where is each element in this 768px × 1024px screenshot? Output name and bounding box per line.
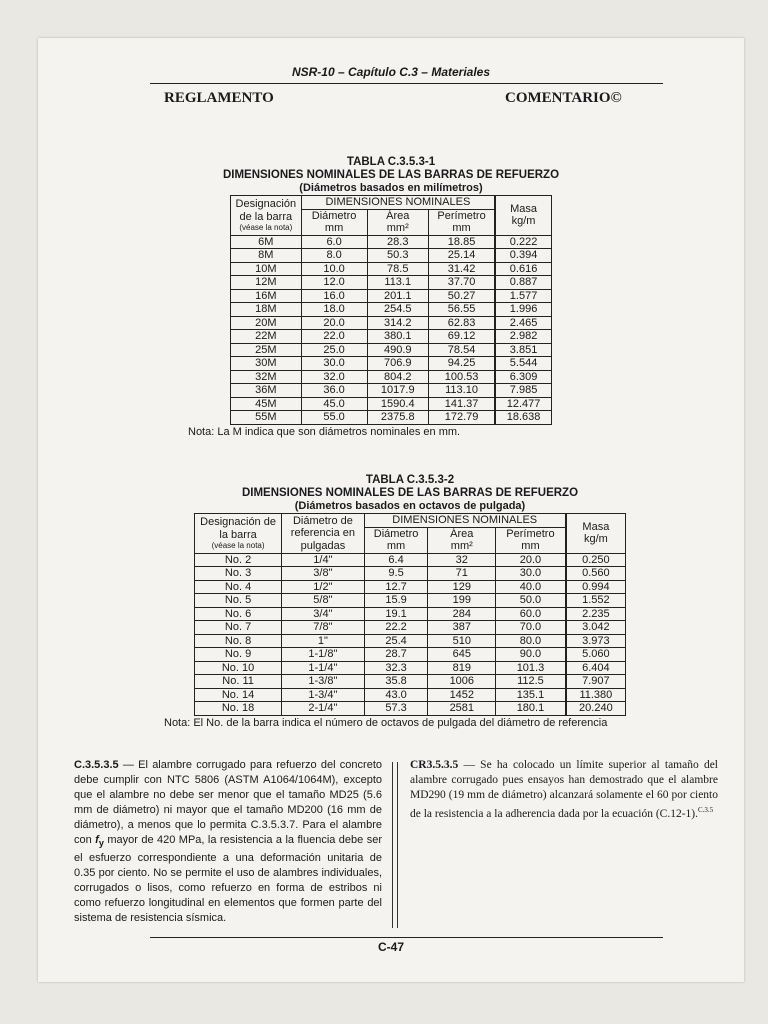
table-cell: 314.2 <box>367 316 428 330</box>
fy-subscript: y <box>98 838 104 849</box>
table-cell: 0.887 <box>495 276 551 290</box>
table-cell: 2581 <box>428 702 496 716</box>
table2 <box>194 513 626 716</box>
left-body-part-1: — El alambre corrugado para refuerzo del concreto debe cumplir con NTC 5806 (ASTM A1064/1064M), excepto que el alambre no debe ser menor que el tamaño MD25 (5.6 mm de diámetro) ni mayor que el tamaño MD200 (16 mm de diámetro), a menos que lo permita C.3.5.3.7. Para el alambre con <box>74 759 382 846</box>
table-cell: 5/8" <box>282 594 365 608</box>
table-cell: 1-3/8" <box>282 675 365 689</box>
table-cell: 706.9 <box>367 357 428 371</box>
table-cell: 20.240 <box>566 702 626 716</box>
table-cell: 32M <box>231 370 302 384</box>
table-cell: No. 14 <box>195 688 282 702</box>
table-row <box>231 262 552 276</box>
table-cell: 60.0 <box>496 607 566 621</box>
table-cell: 284 <box>428 607 496 621</box>
table-cell: 3.973 <box>566 634 626 648</box>
table-cell: No. 8 <box>195 634 282 648</box>
table2-header-area <box>428 527 496 553</box>
table2-header-mass-text: Masa <box>582 520 610 533</box>
table2-header-diameter <box>364 527 428 553</box>
table-cell: 1017.9 <box>367 384 428 398</box>
table-row <box>231 397 552 411</box>
table2-title: DIMENSIONES NOMINALES DE LAS BARRAS DE REFUERZO <box>241 487 579 499</box>
table-cell: 69.12 <box>428 330 495 344</box>
table2-header-diameter-text: Diámetro <box>373 527 419 540</box>
table-row <box>195 688 626 702</box>
table-cell: 30.0 <box>301 357 367 371</box>
table-cell: 19.1 <box>364 607 428 621</box>
table-row <box>195 648 626 662</box>
table-row <box>231 276 552 290</box>
table2-body <box>195 553 626 715</box>
table-cell: 18.638 <box>495 411 551 425</box>
footer-rule <box>150 937 663 938</box>
table-cell: 55.0 <box>301 411 367 425</box>
table-row <box>195 553 626 567</box>
table-row <box>195 634 626 648</box>
table-cell: 55M <box>231 411 302 425</box>
table1-header-designation-text: Designación de la barra <box>235 198 297 223</box>
table-row <box>231 303 552 317</box>
table-cell: 11.380 <box>566 688 626 702</box>
table-cell: 62.83 <box>428 316 495 330</box>
right-reference: C.3.5 <box>698 806 714 814</box>
table-cell: 45M <box>231 397 302 411</box>
table2-header-mass-unit: kg/m <box>583 533 608 546</box>
table-cell: 50.0 <box>496 594 566 608</box>
table-cell: 1-1/4" <box>282 661 365 675</box>
table-cell: 1452 <box>428 688 496 702</box>
table-row <box>195 702 626 716</box>
table-cell: No. 10 <box>195 661 282 675</box>
table2-subtitle: (Diámetros basados en octavos de pulgada) <box>294 500 526 512</box>
table-cell: 113.10 <box>428 384 495 398</box>
table-cell: 6.0 <box>301 235 367 249</box>
table-cell: 37.70 <box>428 276 495 290</box>
right-section-number: CR3.5.3.5 <box>410 759 459 771</box>
table-cell: 101.3 <box>496 661 566 675</box>
table-row <box>231 384 552 398</box>
table-cell: 0.250 <box>566 553 626 567</box>
table-cell: 25.4 <box>364 634 428 648</box>
table-cell: 3/8" <box>282 567 365 581</box>
table-cell: 10.0 <box>301 262 367 276</box>
fy-symbol: f <box>95 834 99 846</box>
running-header: NSR-10 – Capítulo C.3 – Materiales <box>291 65 491 79</box>
table-cell: 1/4" <box>282 553 365 567</box>
table-cell: 1" <box>282 634 365 648</box>
table2-header-designation <box>195 514 282 554</box>
table1-note: Nota: La M indica que son diámetros nominales en mm. <box>188 425 461 438</box>
table-cell: 3.042 <box>566 621 626 635</box>
table-cell: 490.9 <box>367 343 428 357</box>
table2-header-diameter-unit: mm <box>386 540 406 552</box>
table1-header-mass-unit: kg/m <box>511 215 536 228</box>
table-row <box>231 235 552 249</box>
table1-subtitle: (Diámetros basados en milímetros) <box>299 182 483 194</box>
table-cell: 180.1 <box>496 702 566 716</box>
table-cell: 1.552 <box>566 594 626 608</box>
table-cell: 100.53 <box>428 370 495 384</box>
table-cell: 50.3 <box>367 249 428 263</box>
table-cell: 22.2 <box>364 621 428 635</box>
table-cell: 135.1 <box>496 688 566 702</box>
table-cell: 70.0 <box>496 621 566 635</box>
table-cell: 5.544 <box>495 357 551 371</box>
table-cell: 32 <box>428 553 496 567</box>
table-cell: 12.477 <box>495 397 551 411</box>
table-cell: 3/4" <box>282 607 365 621</box>
table-cell: 32.0 <box>301 370 367 384</box>
table-cell: 25.14 <box>428 249 495 263</box>
table-cell: 5.060 <box>566 648 626 662</box>
table-cell: 141.37 <box>428 397 495 411</box>
table-cell: 1590.4 <box>367 397 428 411</box>
table1-header-mass-text: Masa <box>510 202 537 215</box>
table1 <box>230 195 552 425</box>
table-row <box>231 357 552 371</box>
table2-header-perimeter-unit: mm <box>521 540 540 552</box>
table1-title: DIMENSIONES NOMINALES DE LAS BARRAS DE REFUERZO <box>222 169 560 181</box>
table-cell: 8.0 <box>301 249 367 263</box>
table-cell: 20.0 <box>496 553 566 567</box>
table-cell: 18.0 <box>301 303 367 317</box>
column-heading-reglamento: REGLAMENTO <box>164 90 274 106</box>
table-cell: 28.7 <box>364 648 428 662</box>
table-cell: 10M <box>231 262 302 276</box>
table-cell: 645 <box>428 648 496 662</box>
table-cell: 20.0 <box>301 316 367 330</box>
table-cell: 0.222 <box>495 235 551 249</box>
table-cell: No. 5 <box>195 594 282 608</box>
table-cell: 50.27 <box>428 289 495 303</box>
table-cell: 78.54 <box>428 343 495 357</box>
table-row <box>195 567 626 581</box>
table1-header-group: DIMENSIONES NOMINALES <box>301 196 495 210</box>
table-cell: No. 4 <box>195 580 282 594</box>
table-cell: 20M <box>231 316 302 330</box>
table-row <box>195 607 626 621</box>
table-cell: 90.0 <box>496 648 566 662</box>
header-rule <box>150 83 663 84</box>
table-cell: 1006 <box>428 675 496 689</box>
table-cell: No. 11 <box>195 675 282 689</box>
table1-header-designation <box>231 196 302 236</box>
table2-header-designation-note: (véase la nota) <box>211 541 265 551</box>
table-cell: 12.7 <box>364 580 428 594</box>
column-heading-comentario: COMENTARIO© <box>505 90 622 106</box>
table-row <box>231 370 552 384</box>
table1-header-perimeter <box>428 209 495 235</box>
table1-body <box>231 235 552 424</box>
page-number: C-47 <box>377 940 404 954</box>
table-cell: 57.3 <box>364 702 428 716</box>
table1-header-perimeter-unit: mm <box>452 222 471 234</box>
table-cell: 2.235 <box>566 607 626 621</box>
table1-header-diameter <box>301 209 367 235</box>
table-cell: No. 3 <box>195 567 282 581</box>
table-cell: 12.0 <box>301 276 367 290</box>
table-cell: No. 7 <box>195 621 282 635</box>
table-cell: 40.0 <box>496 580 566 594</box>
table-cell: 3.851 <box>495 343 551 357</box>
table1-header-perimeter-text: Perímetro <box>437 209 486 222</box>
table-cell: No. 9 <box>195 648 282 662</box>
table2-note: Nota: El No. de la barra indica el número de octavos de pulgada del diámetro de referencia <box>164 716 608 729</box>
table-row <box>195 594 626 608</box>
table-cell: 6.309 <box>495 370 551 384</box>
table1-header-area <box>367 209 428 235</box>
table-cell: 16.0 <box>301 289 367 303</box>
table-cell: 28.3 <box>367 235 428 249</box>
table-cell: No. 18 <box>195 702 282 716</box>
document-page <box>38 38 744 982</box>
table-cell: 129 <box>428 580 496 594</box>
comentario-paragraph <box>410 758 718 822</box>
table-cell: 819 <box>428 661 496 675</box>
table-cell: 43.0 <box>364 688 428 702</box>
table2-header-mass <box>566 514 626 554</box>
table-cell: 172.79 <box>428 411 495 425</box>
table1-header-diameter-text: Diámetro <box>311 209 357 222</box>
table2-label: TABLA C.3.5.3-2 <box>365 474 455 486</box>
table-c3531-block <box>186 156 596 438</box>
table1-header-area-unit: mm² <box>386 222 409 234</box>
table-cell: 18M <box>231 303 302 317</box>
right-body: — Se ha colocado un límite superior al tamaño del alambre corrugado pues ensayos han demostrado que el alambre MD290 (19 mm de diámetro) alcanzará solamente el 60 por ciento de la resistencia a la adherencia dada por la ecuación (C.12-1). <box>410 759 718 820</box>
left-section-number: C.3.5.3.5 <box>74 759 119 771</box>
reglamento-paragraph <box>74 758 382 926</box>
table-cell: 25M <box>231 343 302 357</box>
table-cell: 112.5 <box>496 675 566 689</box>
table-cell: 25.0 <box>301 343 367 357</box>
table-cell: 2-1/4" <box>282 702 365 716</box>
table-row <box>231 249 552 263</box>
table-cell: 6.4 <box>364 553 428 567</box>
table-cell: 35.8 <box>364 675 428 689</box>
table-row <box>231 316 552 330</box>
table-cell: 1-1/8" <box>282 648 365 662</box>
table-cell: 22.0 <box>301 330 367 344</box>
table-cell: 0.616 <box>495 262 551 276</box>
table1-header-designation-note: (véase la nota) <box>239 223 293 233</box>
table-cell: 8M <box>231 249 302 263</box>
table-row <box>231 330 552 344</box>
table2-header-area-unit: mm² <box>450 540 473 552</box>
table2-header-perimeter-text: Perímetro <box>506 527 555 540</box>
table-row <box>195 675 626 689</box>
table-cell: 36M <box>231 384 302 398</box>
table-cell: 199 <box>428 594 496 608</box>
table-cell: 2.982 <box>495 330 551 344</box>
table-cell: 56.55 <box>428 303 495 317</box>
table2-header-perimeter <box>496 527 566 553</box>
table-row <box>195 661 626 675</box>
table-cell: 18.85 <box>428 235 495 249</box>
table-cell: 12M <box>231 276 302 290</box>
table-cell: 380.1 <box>367 330 428 344</box>
table-cell: 113.1 <box>367 276 428 290</box>
table1-header-area-text: Área <box>386 209 410 222</box>
table-cell: 7.907 <box>566 675 626 689</box>
table-cell: 16M <box>231 289 302 303</box>
table-cell: 9.5 <box>364 567 428 581</box>
table-cell: 30.0 <box>496 567 566 581</box>
table-cell: 387 <box>428 621 496 635</box>
table-cell: 0.994 <box>566 580 626 594</box>
table-cell: 1-3/4" <box>282 688 365 702</box>
table-cell: 36.0 <box>301 384 367 398</box>
table2-header-group: DIMENSIONES NOMINALES <box>364 514 566 528</box>
table-cell: No. 2 <box>195 553 282 567</box>
left-body-part-2: mayor de 420 MPa, la resistencia a la fluencia debe ser el esfuerzo correspondiente a una deformación unitaria de 0.35 por ciento. No se permite el uso de alambres individuales, corrugados o lisos, como refuerzo en forma de estribos ni como refuerzo longitudinal en elementos que formen parte del sistema de resistencia sísmica. <box>74 834 382 925</box>
table-cell: No. 6 <box>195 607 282 621</box>
table-cell: 78.5 <box>367 262 428 276</box>
table-cell: 2375.8 <box>367 411 428 425</box>
table-cell: 94.25 <box>428 357 495 371</box>
table-cell: 7.985 <box>495 384 551 398</box>
table2-header-ref-diameter: Diámetro de referencia en pulgadas <box>282 514 365 554</box>
table-cell: 1.996 <box>495 303 551 317</box>
table2-header-area-text: Área <box>450 527 474 540</box>
table1-header-mass <box>495 196 551 236</box>
table-row <box>231 289 552 303</box>
table-cell: 30M <box>231 357 302 371</box>
table-cell: 6.404 <box>566 661 626 675</box>
table-cell: 1.577 <box>495 289 551 303</box>
table-cell: 15.9 <box>364 594 428 608</box>
table-row <box>231 343 552 357</box>
table-cell: 0.394 <box>495 249 551 263</box>
table-cell: 201.1 <box>367 289 428 303</box>
table-cell: 31.42 <box>428 262 495 276</box>
column-divider <box>392 762 398 928</box>
table-cell: 1/2" <box>282 580 365 594</box>
table-cell: 32.3 <box>364 661 428 675</box>
table-cell: 7/8" <box>282 621 365 635</box>
table-cell: 0.560 <box>566 567 626 581</box>
table-cell: 254.5 <box>367 303 428 317</box>
table1-label: TABLA C.3.5.3-1 <box>346 156 436 168</box>
table-cell: 804.2 <box>367 370 428 384</box>
table1-header-diameter-unit: mm <box>324 222 344 234</box>
table-row <box>231 411 552 425</box>
table-row <box>195 580 626 594</box>
table-cell: 2.465 <box>495 316 551 330</box>
table2-header-designation-text: Designación de la barra <box>200 516 276 541</box>
table-cell: 6M <box>231 235 302 249</box>
table-row <box>195 621 626 635</box>
table-cell: 22M <box>231 330 302 344</box>
table-cell: 510 <box>428 634 496 648</box>
table-cell: 80.0 <box>496 634 566 648</box>
table-c3532-block <box>160 474 660 729</box>
table-cell: 71 <box>428 567 496 581</box>
table-cell: 45.0 <box>301 397 367 411</box>
